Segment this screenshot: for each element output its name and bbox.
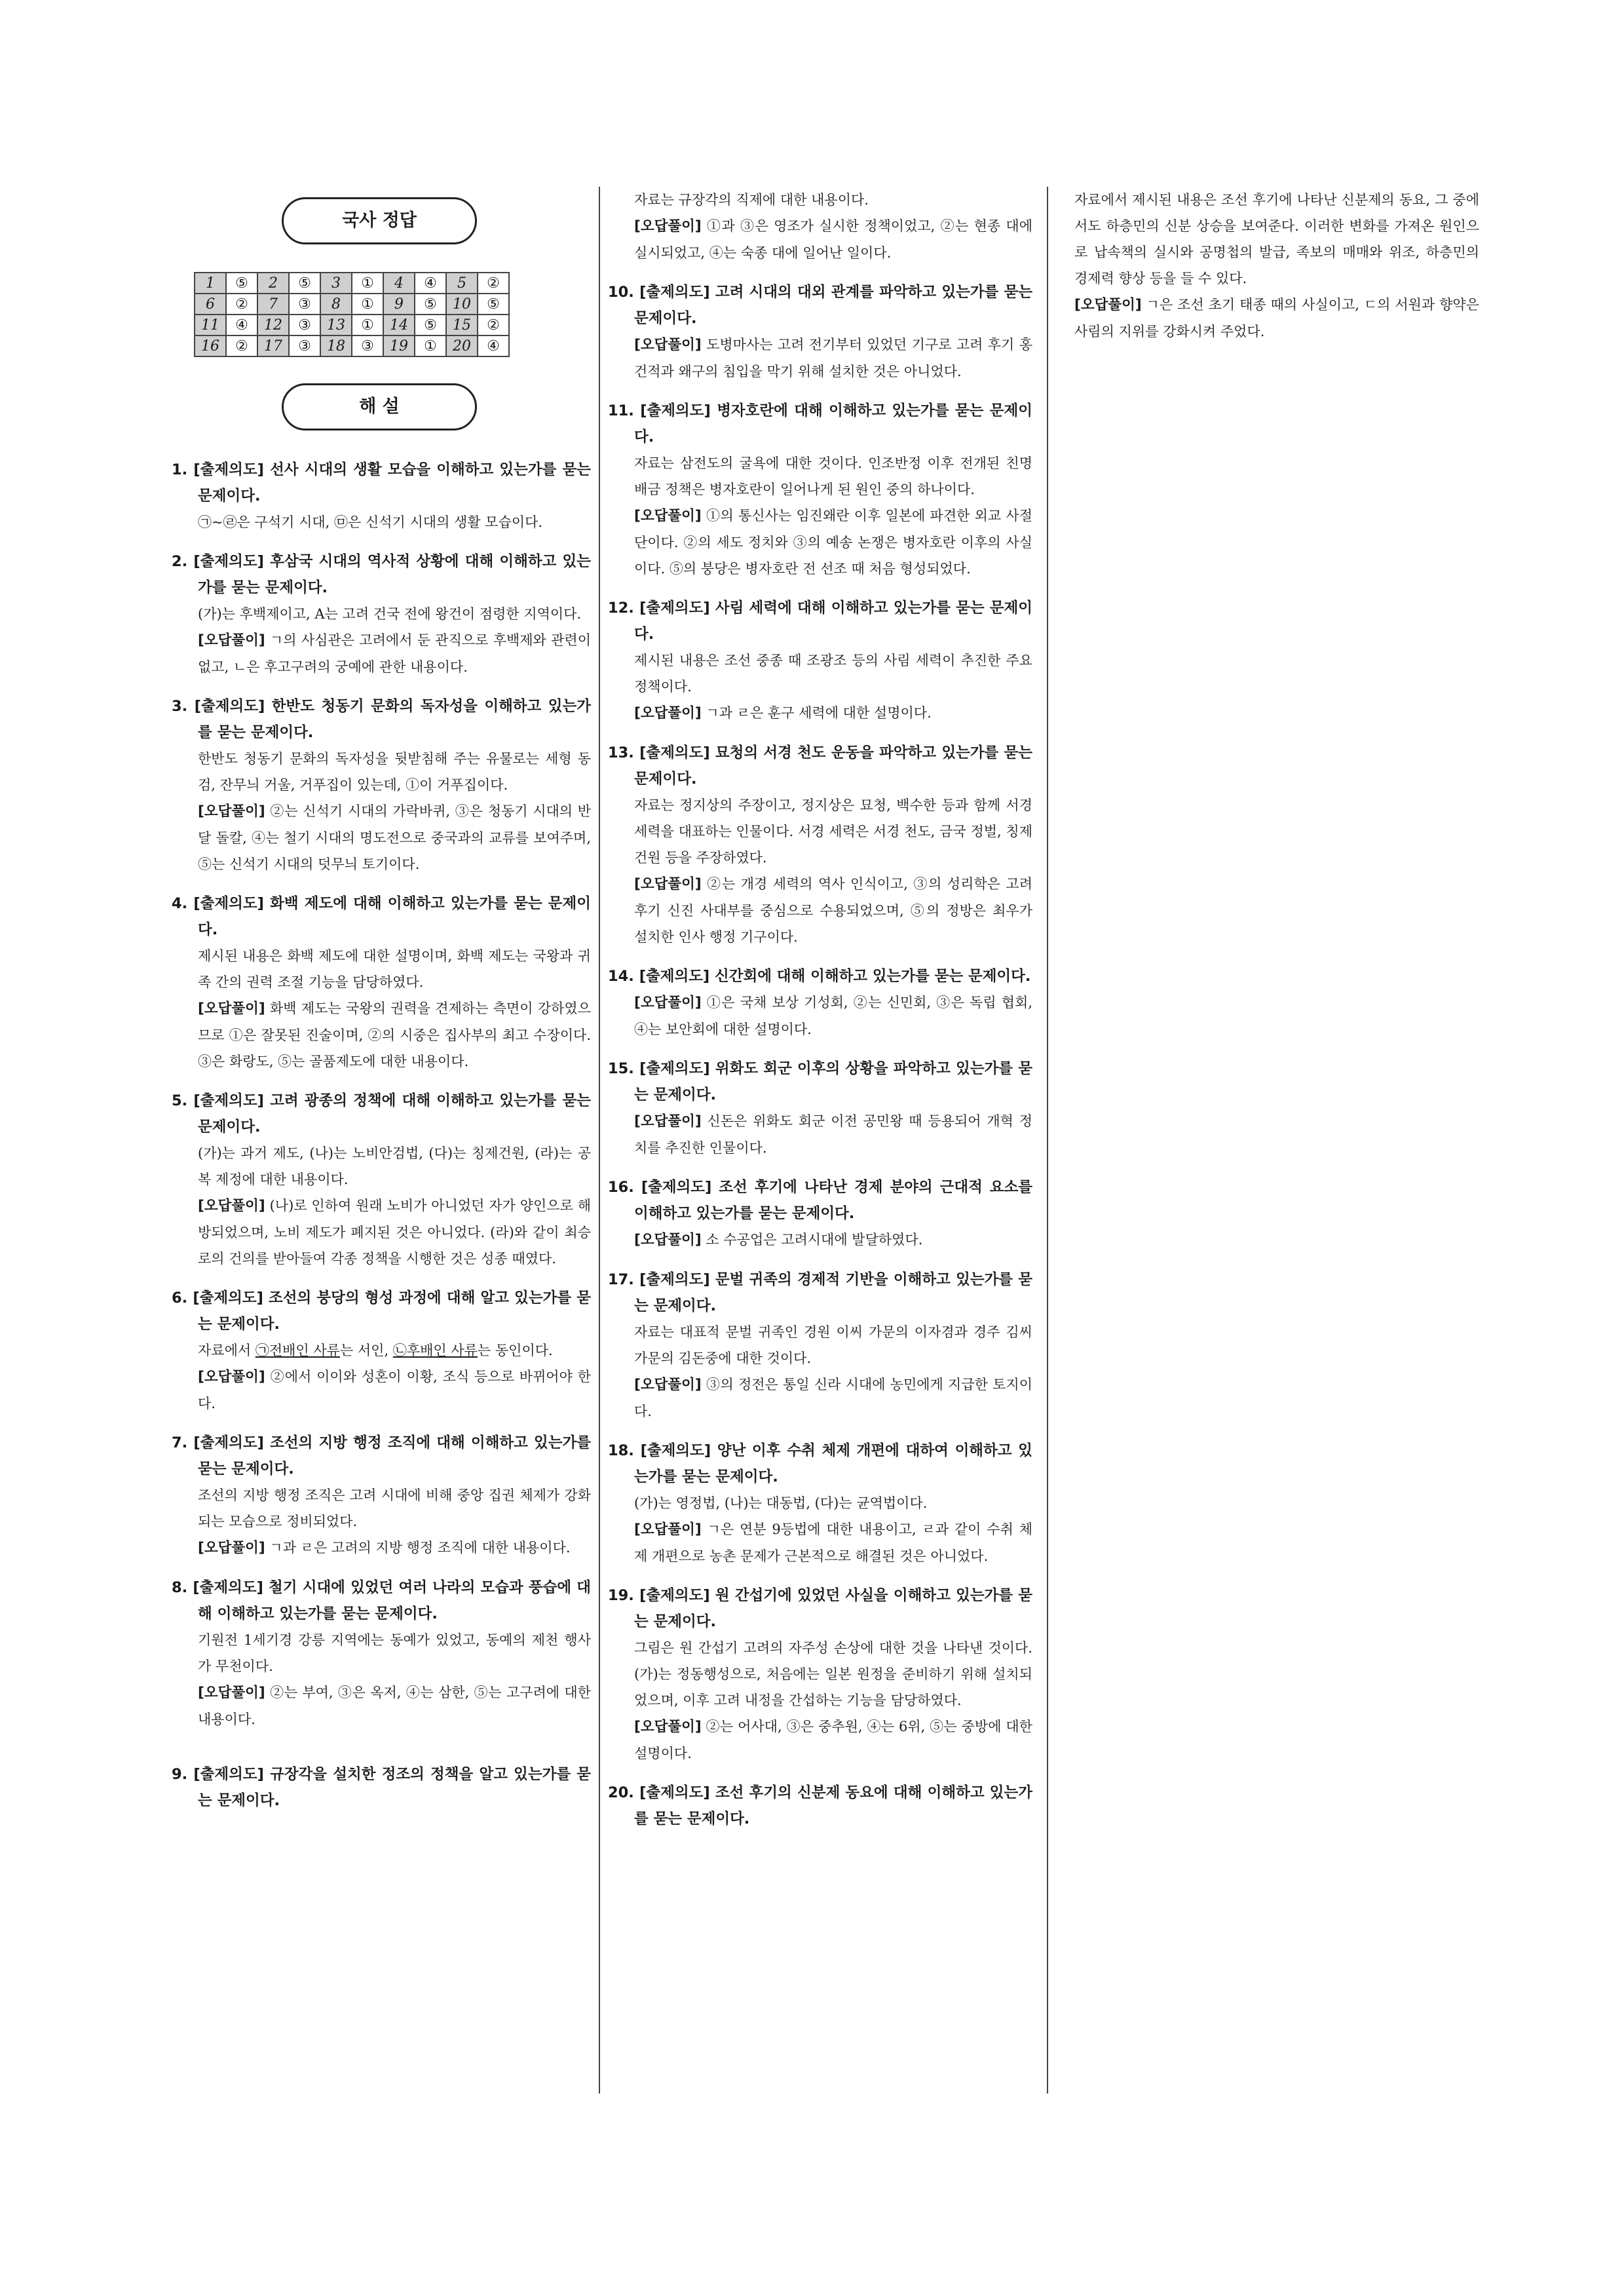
wrong-answer-tag: [오답풀이] — [634, 995, 702, 1011]
question-number-cell: 16 — [195, 335, 226, 356]
question-8 — [172, 1575, 591, 1732]
wrong-answer-tag: [오답풀이] — [198, 632, 265, 649]
question-heading: 12. [출제의도] 사림 세력에 대해 이해하고 있는가를 묻는 문제이다. — [608, 600, 1032, 643]
question-number-cell: 7 — [257, 294, 289, 315]
explanation: 자료는 대표적 문벌 귀족인 경원 이씨 가문의 이자겸과 경주 김씨 가문의 김돈중에 대한 것이다. — [634, 1324, 1032, 1366]
question-20 — [608, 1780, 1032, 1832]
question-number-cell: 6 — [195, 294, 226, 315]
question-7 — [172, 1430, 591, 1561]
question-heading: 13. [출제의도] 묘청의 서경 천도 운동을 파악하고 있는가를 묻는 문제이다. — [608, 744, 1032, 788]
column-divider-1 — [599, 187, 600, 2094]
question-heading: 19. [출제의도] 원 간섭기에 있었던 사실을 이해하고 있는가를 묻는 문제이다. — [608, 1587, 1032, 1630]
wrong-answer-tag: [오답풀이] — [198, 1369, 265, 1385]
answer-cell: ④ — [226, 315, 257, 335]
wrong-answer-tag: [오답풀이] — [634, 1113, 702, 1130]
explanation: 자료에서 ㉠전배인 사류는 서인, ㉡후배인 사류는 동인이다. — [198, 1343, 553, 1358]
answer-cell: ② — [226, 294, 257, 315]
answer-cell: ⑤ — [415, 294, 446, 315]
question-number-cell: 13 — [320, 315, 352, 335]
answer-cell: ③ — [289, 335, 320, 356]
wrong-answer-note: [오답풀이] ㄱ은 조선 초기 태종 때의 사실이고, ㄷ의 서원과 향약은 사림의 지위를 강화시켜 주었다. — [1074, 297, 1479, 339]
explanation: 조선의 지방 행정 조직은 고려 시대에 비해 중앙 집권 체제가 강화되는 모습으로 정비되었다. — [198, 1487, 591, 1529]
wrong-answer-note: [오답풀이] ②는 부여, ③은 옥저, ④는 삼한, ⑤는 고구려에 대한 내용이다. — [198, 1685, 591, 1727]
wrong-answer-tag: [오답풀이] — [634, 705, 702, 721]
question-heading: 17. [출제의도] 문벌 귀족의 경제적 기반을 이해하고 있는가를 묻는 문제이다. — [608, 1271, 1032, 1314]
answer-cell: ④ — [415, 273, 446, 294]
wrong-answer-note: [오답풀이] ㄱ의 사심관은 고려에서 둔 관직으로 후백제와 관련이 없고, ㄴ은 후고구려의 궁예에 관한 내용이다. — [198, 632, 591, 675]
explanation: 한반도 청동기 문화의 독자성을 뒷받침해 주는 유물로는 세형 동검, 잔무늬 거울, 거푸집이 있는데, ①이 거푸집이다. — [198, 751, 591, 793]
question-17 — [608, 1267, 1032, 1425]
question-heading: 16. [출제의도] 조선 후기에 나타난 경제 분야의 근대적 요소를 이해하고 있는가를 묻는 문제이다. — [608, 1179, 1032, 1222]
explanation: 기원전 1세기경 강릉 지역에는 동예가 있었고, 동예의 제천 행사가 무천이다. — [198, 1632, 591, 1674]
wrong-answer-tag: [오답풀이] — [634, 1377, 702, 1393]
question-number-cell: 17 — [257, 335, 289, 356]
question-number-cell: 14 — [383, 315, 415, 335]
wrong-answer-note: [오답풀이] ②는 어사대, ③은 중추원, ④는 6위, ⑤는 중방에 대한 설명이다. — [634, 1719, 1032, 1761]
wrong-answer-note: [오답풀이] ②는 개경 세력의 역사 인식이고, ③의 성리학은 고려 후기 신진 사대부를 중심으로 수용되었으며, ⑤의 정방은 최우가 설치한 인사 행정 기구이다. — [634, 876, 1032, 945]
answer-row — [195, 335, 509, 356]
wrong-answer-tag: [오답풀이] — [198, 1685, 265, 1701]
column-1 — [172, 187, 591, 1827]
question-heading: 20. [출제의도] 조선 후기의 신분제 동요에 대해 이해하고 있는가를 묻는 문제이다. — [608, 1784, 1032, 1827]
wrong-answer-tag: [오답풀이] — [198, 803, 265, 820]
wrong-answer-note: [오답풀이] 화백 제도는 국왕의 권력을 견제하는 측면이 강하였으므로 ①은 잘못된 진술이며, ②의 시중은 집사부의 최고 수장이다. ③은 화랑도, ⑤는 골품제도에 대한 내용이다. — [198, 1001, 591, 1069]
question-16 — [608, 1174, 1032, 1253]
wrong-answer-tag: [오답풀이] — [634, 508, 702, 524]
question-number-cell: 11 — [195, 315, 226, 335]
question-heading: 18. [출제의도] 양난 이후 수취 체제 개편에 대하여 이해하고 있는가를 묻는 문제이다. — [608, 1442, 1032, 1485]
wrong-answer-note: [오답풀이] 도병마사는 고려 전기부터 있었던 기구로 고려 후기 홍건적과 왜구의 침입을 막기 위해 설치한 것은 아니었다. — [634, 337, 1032, 379]
section-title: 해 설 — [282, 383, 477, 430]
wrong-answer-note: [오답풀이] ①과 ③은 영조가 실시한 정책이었고, ②는 현종 대에 실시되었고, ④는 숙종 대에 일어난 일이다. — [634, 218, 1032, 261]
wrong-answer-note: [오답풀이] ②에서 이이와 성혼이 이황, 조식 등으로 바뀌어야 한다. — [198, 1369, 591, 1411]
answer-cell: ② — [226, 335, 257, 356]
explanation: 자료에서 제시된 내용은 조선 후기에 나타난 신분제의 동요, 그 중에서도 하층민의 신분 상승을 보여준다. 이러한 변화를 가져온 원인으로 납속책의 실시와 공명첩의 발급, 족보의 매매와 위조, 하층민의 경제력 향상 등을 들 수 있다. — [1074, 192, 1479, 286]
wrong-answer-tag: [오답풀이] — [634, 1232, 702, 1248]
question-number-cell: 4 — [383, 273, 415, 294]
explanation: (가)는 영정법, (나)는 대동법, (다)는 균역법이다. — [634, 1495, 928, 1511]
question-number-cell: 1 — [195, 273, 226, 294]
question-heading: 9. [출제의도] 규장각을 설치한 정조의 정책을 알고 있는가를 묻는 문제이다. — [172, 1766, 591, 1809]
explanation: 자료는 삼전도의 굴욕에 대한 것이다. 인조반정 이후 전개된 친명 배금 정책은 병자호란이 일어나게 된 원인 중의 하나이다. — [634, 455, 1032, 497]
question-15 — [608, 1056, 1032, 1161]
question-number-cell: 10 — [446, 294, 478, 315]
question-number-cell: 3 — [320, 273, 352, 294]
question-number-cell: 5 — [446, 273, 478, 294]
wrong-answer-tag: [오답풀이] — [634, 876, 702, 892]
answer-row — [195, 315, 509, 335]
explanation: (가)는 과거 제도, (나)는 노비안검법, (다)는 칭제건원, (라)는 공복 제정에 대한 내용이다. — [198, 1145, 591, 1187]
answer-table — [194, 272, 510, 357]
question-number-cell: 15 — [446, 315, 478, 335]
explanation: 그림은 원 간섭기 고려의 자주성 손상에 대한 것을 나타낸 것이다. (가)는 정동행성으로, 처음에는 일본 원정을 준비하기 위해 설치되었으며, 이후 고려 내정을 간섭하는 기능을 담당하였다. — [634, 1640, 1032, 1708]
wrong-answer-tag: [오답풀이] — [198, 1001, 265, 1017]
answer-cell: ① — [352, 273, 383, 294]
question-20-continued — [1074, 187, 1479, 345]
question-heading: 3. [출제의도] 한반도 청동기 문화의 독자성을 이해하고 있는가를 묻는 문제이다. — [172, 698, 591, 741]
question-10 — [608, 279, 1032, 385]
answer-cell: ① — [352, 315, 383, 335]
answer-row — [195, 294, 509, 315]
answer-cell: ⑤ — [415, 315, 446, 335]
question-number-cell: 20 — [446, 335, 478, 356]
question-number-cell: 2 — [257, 273, 289, 294]
question-number-cell: 19 — [383, 335, 415, 356]
wrong-answer-tag: [오답풀이] — [634, 218, 702, 235]
explanation: (가)는 후백제이고, A는 고려 건국 전에 왕건이 점령한 지역이다. — [198, 606, 582, 622]
question-2 — [172, 548, 591, 680]
explanation: 자료는 규장각의 직제에 대한 내용이다. — [634, 192, 869, 208]
question-heading: 4. [출제의도] 화백 제도에 대해 이해하고 있는가를 묻는 문제이다. — [172, 895, 591, 938]
column-2 — [608, 187, 1032, 1845]
explanation: 제시된 내용은 화백 제도에 대한 설명이며, 화백 제도는 국왕과 귀족 간의 권력 조절 기능을 담당하였다. — [198, 948, 591, 990]
question-9-continued — [608, 187, 1032, 266]
question-number-cell: 9 — [383, 294, 415, 315]
answer-cell: ⑤ — [226, 273, 257, 294]
wrong-answer-note: [오답풀이] ①은 국채 보상 기성회, ②는 신민회, ③은 독립 협회, ④는 보안회에 대한 설명이다. — [634, 995, 1032, 1037]
column-divider-2 — [1047, 187, 1048, 2094]
wrong-answer-tag: [오답풀이] — [634, 337, 702, 353]
answer-cell: ③ — [352, 335, 383, 356]
answer-cell: ① — [352, 294, 383, 315]
question-number-cell: 12 — [257, 315, 289, 335]
question-heading: 8. [출제의도] 철기 시대에 있었던 여러 나라의 모습과 풍습에 대해 이해하고 있는가를 묻는 문제이다. — [172, 1579, 591, 1622]
question-heading: 10. [출제의도] 고려 시대의 대외 관계를 파악하고 있는가를 묻는 문제이다. — [608, 284, 1032, 327]
answer-cell: ③ — [289, 315, 320, 335]
question-14 — [608, 963, 1032, 1043]
explanation: 자료는 정지상의 주장이고, 정지상은 묘청, 백수한 등과 함께 서경 세력을 대표하는 인물이다. 서경 세력은 서경 천도, 금국 정벌, 칭제 건원 등을 주장하였다. — [634, 797, 1032, 866]
question-heading: 7. [출제의도] 조선의 지방 행정 조직에 대해 이해하고 있는가를 묻는 문제이다. — [172, 1434, 591, 1478]
wrong-answer-note: [오답풀이] ㄱ과 ㄹ은 고려의 지방 행정 조직에 대한 내용이다. — [198, 1540, 571, 1556]
answer-cell: ② — [478, 315, 509, 335]
wrong-answer-note: [오답풀이] ②는 신석기 시대의 가락바퀴, ③은 청동기 시대의 반달 돌칼, ④는 철기 시대의 명도전으로 중국과의 교류를 보여주며, ⑤는 신석기 시대의 덧무늬 토기이다. — [198, 803, 591, 872]
question-11 — [608, 398, 1032, 582]
answer-cell: ① — [415, 335, 446, 356]
question-number-cell: 8 — [320, 294, 352, 315]
question-9 — [172, 1761, 591, 1814]
question-1 — [172, 457, 591, 535]
wrong-answer-tag: [오답풀이] — [198, 1198, 265, 1214]
explanation: 제시된 내용은 조선 중종 때 조광조 등의 사림 세력이 추진한 주요 정책이다. — [634, 653, 1032, 695]
question-18 — [608, 1438, 1032, 1569]
question-heading: 2. [출제의도] 후삼국 시대의 역사적 상황에 대해 이해하고 있는가를 묻는 문제이다. — [172, 553, 591, 596]
column-3 — [1074, 187, 1479, 358]
underlined-term: ㉡후배인 사류 — [392, 1343, 478, 1358]
answer-cell: ⑤ — [289, 273, 320, 294]
explanation: ㉠~㉣은 구석기 시대, ㉤은 신석기 시대의 생활 모습이다. — [198, 514, 543, 530]
wrong-answer-note: [오답풀이] ①의 통신사는 임진왜란 이후 일본에 파견한 외교 사절단이다. ②의 세도 정치와 ③의 예송 논쟁은 병자호란 이후의 사실이다. ⑤의 붕당은 병자호란 전 선조 때 처음 형성되었다. — [634, 508, 1032, 577]
question-4 — [172, 890, 591, 1075]
question-6 — [172, 1285, 591, 1417]
underlined-term: ㉠전배인 사류 — [255, 1343, 340, 1358]
question-heading: 14. [출제의도] 신간회에 대해 이해하고 있는가를 묻는 문제이다. — [608, 968, 1031, 985]
question-19 — [608, 1582, 1032, 1767]
question-3 — [172, 693, 591, 877]
answer-cell: ④ — [478, 335, 509, 356]
wrong-answer-note: [오답풀이] (나)로 인하여 원래 노비가 아니었던 자가 양인으로 해방되었으며, 노비 제도가 폐지된 것은 아니었다. (라)와 같이 최승로의 건의를 받아들여 각종 정책을 시행한 것은 성종 때였다. — [198, 1198, 591, 1267]
wrong-answer-tag: [오답풀이] — [198, 1540, 265, 1556]
question-12 — [608, 595, 1032, 727]
page-title: 국사 정답 — [282, 197, 477, 244]
wrong-answer-tag: [오답풀이] — [634, 1719, 702, 1735]
question-heading: 1. [출제의도] 선사 시대의 생활 모습을 이해하고 있는가를 묻는 문제이다. — [172, 461, 591, 505]
wrong-answer-note: [오답풀이] ㄱ은 연분 9등법에 대한 내용이고, ㄹ과 같이 수취 체제 개편으로 농촌 문제가 근본적으로 해결된 것은 아니었다. — [634, 1521, 1032, 1564]
question-heading: 6. [출제의도] 조선의 붕당의 형성 과정에 대해 알고 있는가를 묻는 문제이다. — [172, 1290, 591, 1333]
question-number-cell: 18 — [320, 335, 352, 356]
wrong-answer-tag: [오답풀이] — [1074, 297, 1142, 313]
wrong-answer-note: [오답풀이] ③의 정전은 통일 신라 시대에 농민에게 지급한 토지이다. — [634, 1377, 1032, 1419]
answer-cell: ③ — [289, 294, 320, 315]
question-heading: 11. [출제의도] 병자호란에 대해 이해하고 있는가를 묻는 문제이다. — [608, 402, 1032, 446]
question-5 — [172, 1088, 591, 1272]
answer-row — [195, 273, 509, 294]
answer-cell: ⑤ — [478, 294, 509, 315]
wrong-answer-note: [오답풀이] ㄱ과 ㄹ은 훈구 세력에 대한 설명이다. — [634, 705, 932, 721]
wrong-answer-note: [오답풀이] 신돈은 위화도 회군 이전 공민왕 때 등용되어 개혁 정치를 추진한 인물이다. — [634, 1113, 1032, 1156]
question-13 — [608, 740, 1032, 950]
question-heading: 5. [출제의도] 고려 광종의 정책에 대해 이해하고 있는가를 묻는 문제이다. — [172, 1092, 591, 1136]
wrong-answer-note: [오답풀이] 소 수공업은 고려시대에 발달하였다. — [634, 1232, 923, 1248]
wrong-answer-tag: [오답풀이] — [634, 1521, 702, 1538]
answer-cell: ② — [478, 273, 509, 294]
question-heading: 15. [출제의도] 위화도 회군 이후의 상황을 파악하고 있는가를 묻는 문제이다. — [608, 1060, 1032, 1103]
